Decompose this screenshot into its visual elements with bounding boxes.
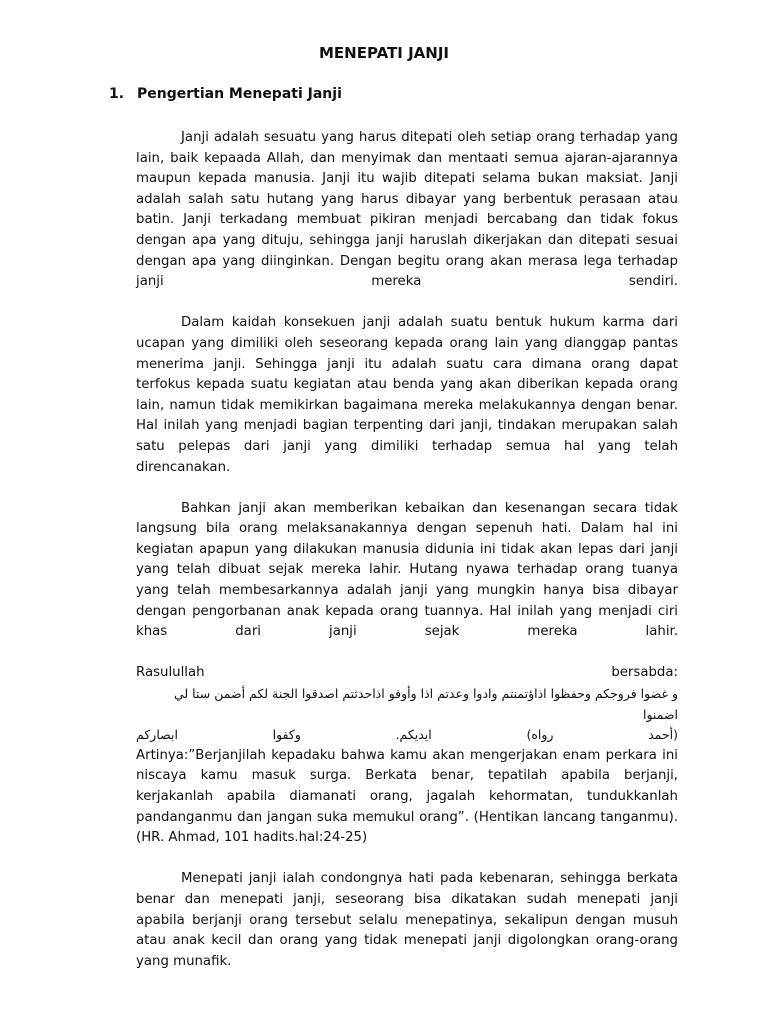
arabic-word: ابصاركم (136, 727, 178, 743)
arabic-word: (أحمد (648, 727, 678, 743)
paragraph-1: Janji adalah sesuatu yang harus ditepati oleh setiap orang terhadap yang lain, baik kepaada Allah, dan menyimak dan mentaati semua ajaran-ajarannya maupun kepada manusia. Janji itu wajib ditepati selama bukan maksiat. Janji adalah salah satu hutang yang harus dibayar yang berbentuk perasaan atau batin. Janji terkadang membuat pikiran menjadi bercabang dan tidak fokus dengan apa yang dituju, sehingga janji haruslah dikerjakan dan ditepati sesuai dengan apa yang diinginkan. Dengan begitu orang akan merasa lega terhadap janji mereka sendiri. (136, 130, 678, 290)
rasulullah-line (136, 663, 678, 684)
hadith-translation: Artinya:”Berjanjilah kepadaku bahwa kamu akan mengerjakan enam perkara ini niscaya kamu masuk surga. Berkata benar, tepatilah apabila berjanji, kerjakanlah apabila diamanati orang, jagalah kehormatan, tundukkanlah pandanganmu dan jangan suka memukul orang”. (Hentikan lancang tanganmu).(HR. Ahmad, 101 hadits.hal:24-25) (136, 747, 678, 846)
arabic-hadith-line-1: و غضوا فروجكم وحفظوا اذاؤتمنتم وادوا وعدتم اذا وأوفو اذاحدثتم اصدقوا الجنة لكم أضمن ستا لي اضمنوا (173, 686, 678, 722)
arabic-hadith-line-2 (136, 725, 678, 746)
page-title: MENEPATI JANJI (319, 44, 449, 62)
section-heading (109, 86, 342, 102)
arabic-word: رواه) (526, 727, 554, 743)
document-body (136, 128, 678, 993)
section-heading-text: Pengertian Menepati Janji (137, 86, 342, 102)
arabic-word: وكفوا (272, 727, 301, 743)
paragraph-3: Bahkan janji akan memberikan kebaikan dan kesenangan secara tidak langsung bila orang melaksanakannya dengan sepenuh hati. Dalam hal ini kegiatan apapun yang dilakukan manusia didunia ini tidak akan lepas dari janji yang telah dibuat sejak mereka lahir. Hutang nyawa terhadap orang tuanya yang telah membesarkannya adalah janji yang mungkin hanya bisa dibayar dengan pengorbanan anak kepada orang tuannya. Hal inilah yang menjadi ciri khas dari janji sejak mereka lahir. (136, 500, 678, 640)
closing-paragraph: Menepati janji ialah condongnya hati pada kebenaran, sehingga berkata benar dan menepati janji, seseorang bisa dikatakan sudah menepati janji apabila berjanji orang tersebut selalu menepatinya, sekalipun dengan musuh atau anak kecil dan orang yang tidak menepati janji digolongkan orang-orang yang munafik. (136, 871, 678, 969)
arabic-word: ايديكم. (395, 727, 432, 743)
section-number: 1. (109, 86, 125, 102)
paragraph-2: Dalam kaidah konsekuen janji adalah suatu bentuk hukum karma dari ucapan yang dimiliki oleh seseorang kepada orang lain yang dianggap pantas menerima janji. Sehingga janji itu adalah suatu cara dimana orang dapat terfokus kepada suatu kegiatan atau benda yang akan diberikan kepada orang lain, namun tidak memikirkan bagaimana mereka melakukannya dengan benar. Hal inilah yang menjadi bagian terpenting dari janji, tindakan merupakan salah satu pelepas dari janji yang dimiliki terhadap semua hal yang telah direncanakan. (136, 315, 678, 475)
bersabda-label: bersabda: (611, 665, 678, 681)
rasulullah-label: Rasulullah (136, 665, 205, 681)
